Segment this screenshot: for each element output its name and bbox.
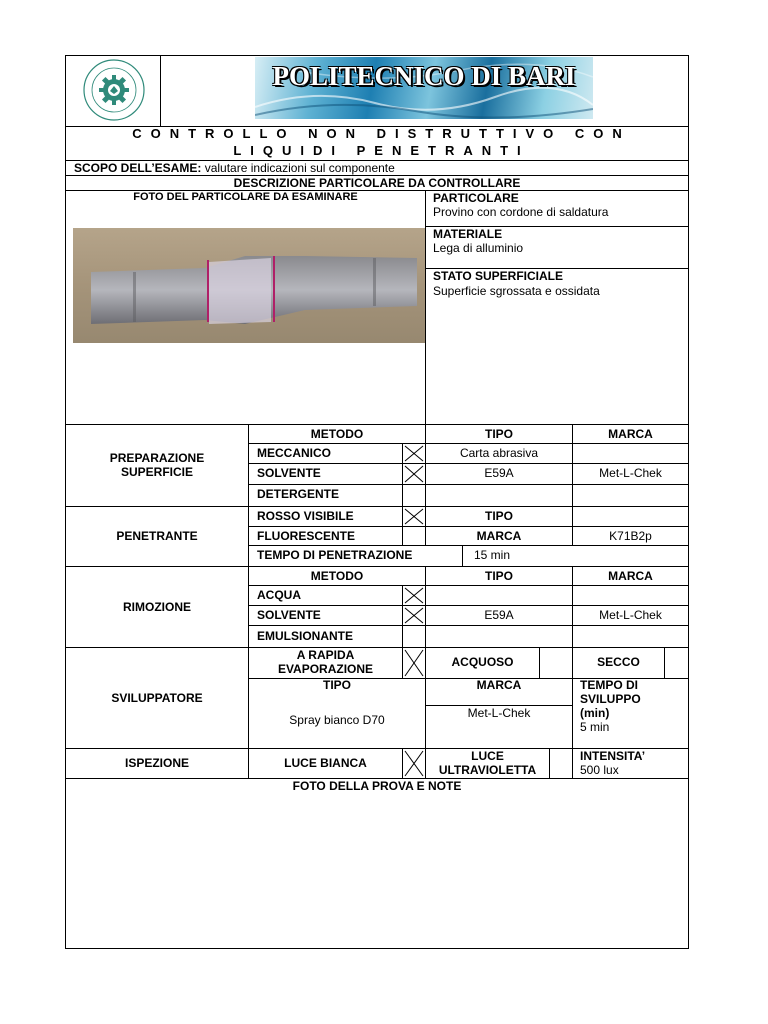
rimozione-row-acqua: ACQUA <box>257 588 301 602</box>
stato-value: Superficie sgrossata e ossidata <box>433 284 600 298</box>
rimozione-col-marca: MARCA <box>608 569 653 583</box>
penetrante-rosso-visibile: ROSSO VISIBILE <box>257 509 354 523</box>
sviluppatore-secco: SECCO <box>597 655 640 669</box>
rimozione-row-solvente: SOLVENTE <box>257 608 321 622</box>
rimozione-row-emulsionante: EMULSIONANTE <box>257 629 353 643</box>
sviluppatore-tempo-value: 5 min <box>580 720 610 734</box>
scope-row <box>74 161 395 175</box>
university-seal <box>76 58 152 122</box>
preparazione-row-detergente: DETERGENTE <box>257 487 340 501</box>
scope-label: SCOPO DELL’ESAME: <box>74 161 202 175</box>
form-title-line2: LIQUIDI PENETRANTI <box>233 143 530 158</box>
check-mark-meccanico <box>403 444 425 463</box>
rimozione-solvente-marca: Met-L-Chek <box>599 608 662 622</box>
check-mark-acqua <box>403 586 425 605</box>
rimozione-col-tipo: TIPO <box>484 569 513 583</box>
sviluppatore-section-label: SVILUPPATORE <box>111 691 203 705</box>
check-mark-rapida-evaporazione <box>403 648 425 678</box>
notes-area[interactable] <box>66 795 688 947</box>
sviluppatore-tipo-value: Spray bianco D70 <box>289 713 385 727</box>
preparazione-row-meccanico: MECCANICO <box>257 446 331 460</box>
particolare-label: PARTICOLARE <box>433 191 519 205</box>
sviluppatore-tempo-line2: SVILUPPO <box>580 692 641 706</box>
penetrante-section-label: PENETRANTE <box>116 529 198 543</box>
penetrante-fluorescente: FLUORESCENTE <box>257 529 356 543</box>
specimen-photo <box>73 228 425 343</box>
sviluppatore-tempo-line3: (min) <box>580 706 610 720</box>
preparazione-row-solvente: SOLVENTE <box>257 466 321 480</box>
scope-value: valutare indicazioni sul componente <box>204 161 395 175</box>
preparazione-solvente-tipo: E59A <box>484 466 514 480</box>
form-title-line1: CONTROLLO NON DISTRUTTIVO CON <box>132 126 631 141</box>
stato-label: STATO SUPERFICIALE <box>433 269 564 283</box>
rimozione-col-metodo: METODO <box>310 569 364 583</box>
penetrante-marca-label: MARCA <box>476 529 522 543</box>
preparazione-col-marca: MARCA <box>608 427 653 441</box>
preparazione-section-label: PREPARAZIONE SUPERFICIE <box>109 451 205 479</box>
preparazione-solvente-marca: Met-L-Chek <box>599 466 662 480</box>
preparazione-col-metodo: METODO <box>310 427 364 441</box>
particolare-value: Provino con cordone di saldatura <box>433 205 609 219</box>
university-name: POLITECNICO DI BARI <box>272 61 576 91</box>
preparazione-meccanico-tipo: Carta abrasiva <box>459 446 539 460</box>
check-mark-rimozione-solvente <box>403 606 425 625</box>
description-heading: DESCRIZIONE PARTICOLARE DA CONTROLLARE <box>233 176 521 190</box>
preparazione-col-tipo: TIPO <box>484 427 513 441</box>
rimozione-section-label: RIMOZIONE <box>123 600 191 614</box>
sviluppatore-marca-value: Met-L-Chek <box>467 706 531 720</box>
sviluppatore-rapida-line2: EVAPORAZIONE <box>277 662 374 676</box>
ispezione-intensita-label: INTENSITA’ <box>580 749 646 763</box>
notes-label: FOTO DELLA PROVA E NOTE <box>292 779 462 793</box>
sviluppatore-rapida-line1: A RAPIDA <box>296 648 355 662</box>
ispezione-section-label: ISPEZIONE <box>124 756 189 770</box>
photo-label: FOTO DEL PARTICOLARE DA ESAMINARE <box>133 191 358 203</box>
penetrante-tempo-label: TEMPO DI PENETRAZIONE <box>257 548 413 562</box>
sviluppatore-acquoso: ACQUOSO <box>451 655 514 669</box>
penetrante-tipo-label: TIPO <box>484 509 513 523</box>
ispezione-intensita-value: 500 lux <box>580 763 619 777</box>
university-banner <box>255 57 593 119</box>
ispezione-luce-bianca: LUCE BIANCA <box>284 756 367 770</box>
materiale-value: Lega di alluminio <box>433 241 524 255</box>
sviluppatore-tempo-line1: TEMPO DI <box>580 678 639 692</box>
check-mark-luce-bianca <box>403 749 425 778</box>
ispezione-uv-line1: LUCE <box>471 749 504 763</box>
check-mark-rosso-visibile <box>403 507 425 526</box>
sviluppatore-marca-label: MARCA <box>476 678 522 692</box>
check-mark-solvente <box>403 464 425 484</box>
rimozione-solvente-tipo: E59A <box>484 608 514 622</box>
sviluppatore-tipo-label: TIPO <box>322 678 351 692</box>
penetrante-marca-value: K71B2p <box>609 529 652 543</box>
materiale-label: MATERIALE <box>433 227 503 241</box>
penetrante-tempo-value: 15 min <box>474 548 511 562</box>
ispezione-uv-line2: ULTRAVIOLETTA <box>438 763 537 777</box>
